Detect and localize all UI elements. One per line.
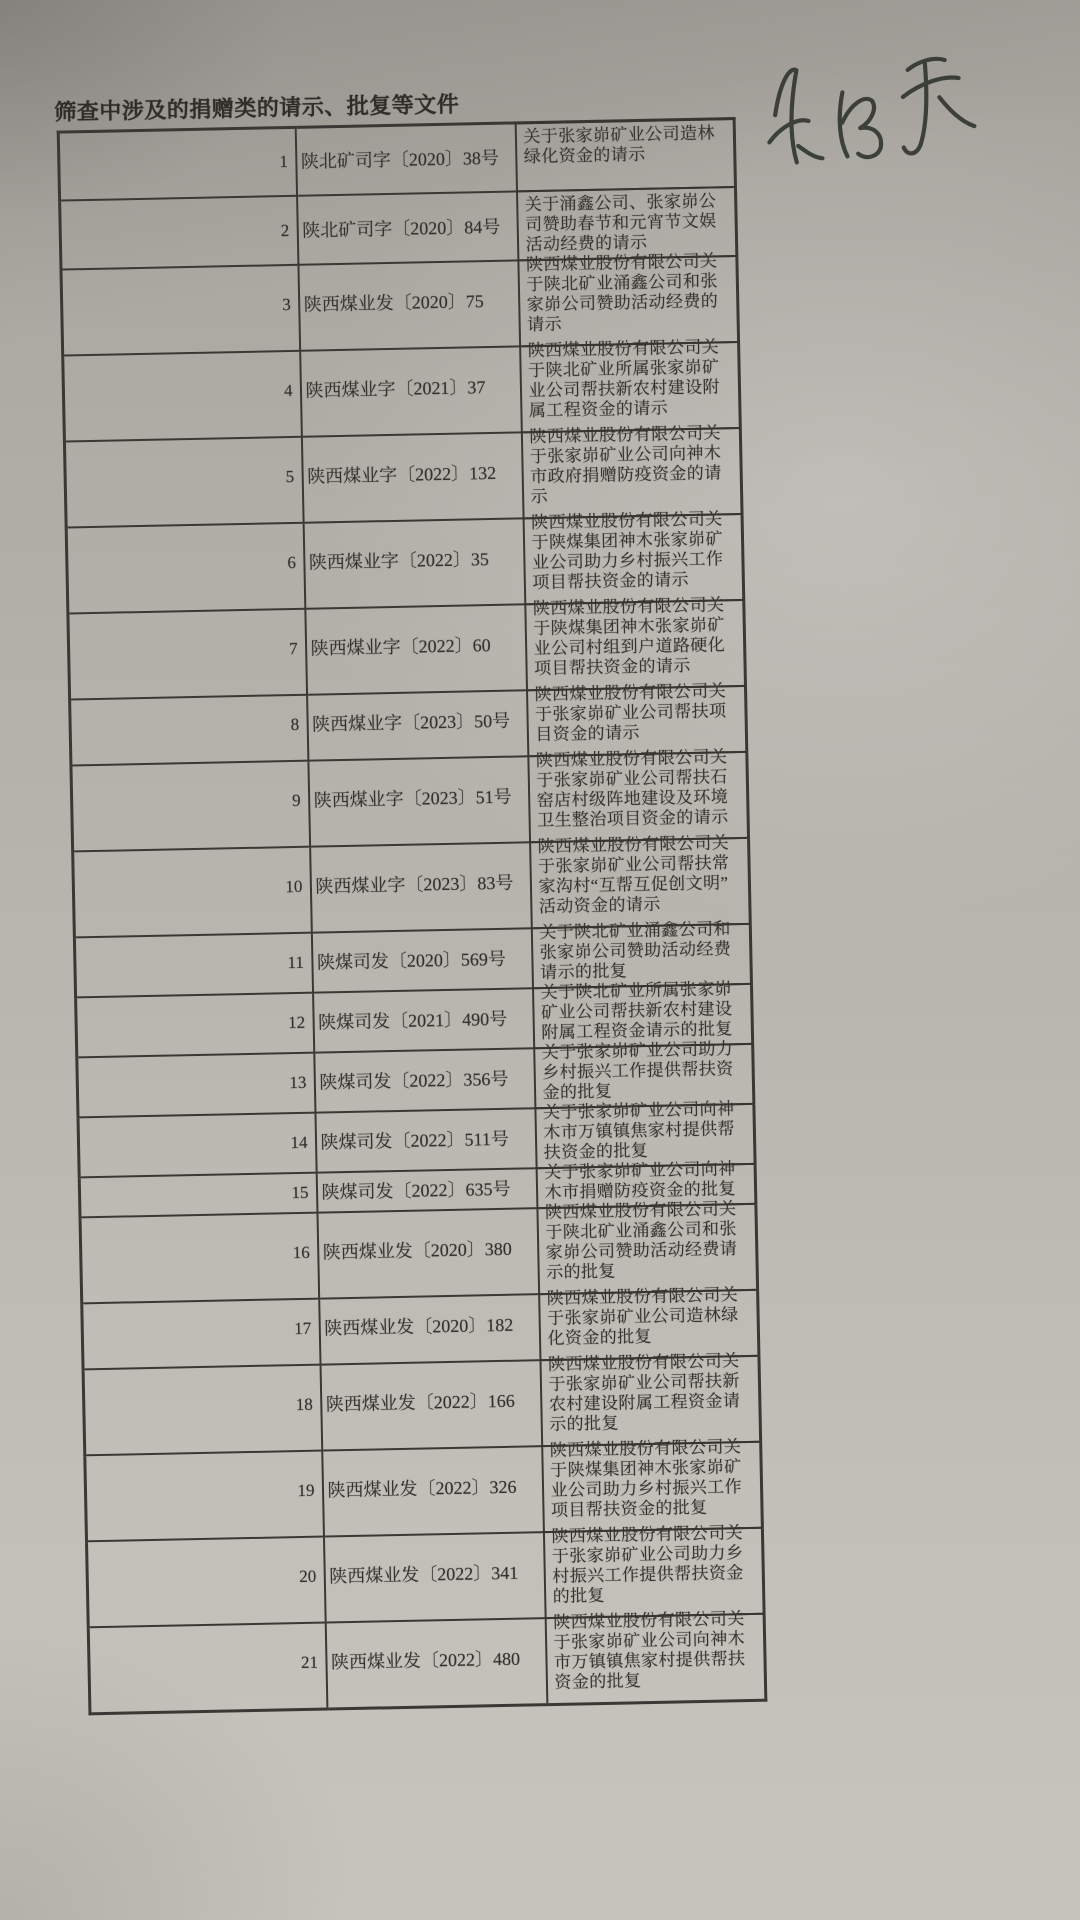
doc-title: 陕西煤业股份有限公司关于陕煤集团神木张家峁矿业公司村组到户道路硬化项目帮扶资金的请示 [532,595,726,679]
doc-number-cell [317,1208,539,1298]
row-number: 15 [291,1182,309,1203]
row-number: 19 [297,1480,315,1501]
doc-title: 陕西煤业股份有限公司关于张家峁矿业公司帮扶项目资金的请示 [534,681,727,745]
index-cell [71,761,310,852]
doc-number-cell [313,988,534,1052]
doc-number: 陕西煤业字〔2023〕50号 [311,710,511,735]
doc-number-cell [325,1618,547,1709]
doc-number-wrap [319,1067,529,1093]
doc-number: 陕西煤业字〔2022〕60 [310,634,491,659]
doc-number-wrap [312,709,522,736]
doc-number-cell [310,842,532,932]
doc-number: 陕西煤业字〔2022〕132 [306,462,497,487]
index-cell [80,1213,319,1304]
doc-number-wrap [317,947,527,973]
row-number: 9 [292,790,301,811]
doc-title-cell [537,1199,758,1294]
doc-title: 陕西煤业股份有限公司关于陕煤集团神木张家峁矿业公司助力乡村振兴工作项目帮扶资金的请示 [530,509,724,593]
doc-number-wrap [327,1475,537,1502]
row-number: 16 [292,1242,310,1263]
row-number: 18 [295,1394,314,1415]
row-number: 5 [285,466,295,487]
doc-title-cell [517,187,737,260]
doc-title-cell [523,509,744,604]
doc-title: 陕西煤业股份有限公司关于陕煤集团神木张家峁矿业公司助力乡村振兴工作项目帮扶资金的批复 [549,1437,743,1520]
doc-number-cell [305,604,527,694]
doc-title: 关于陕北矿业涌鑫公司和张家峁公司赞助活动经费请示的批复 [539,919,732,983]
index-cell [58,127,296,200]
doc-number: 陕煤司发〔2020〕569号 [316,948,507,973]
documents-table [57,117,768,1715]
doc-number: 陕西煤业发〔2020〕75 [303,290,484,315]
index-cell [66,523,305,614]
doc-title: 陕西煤业股份有限公司关于张家峁矿业公司向神木市万镇镇焦家村提供帮扶资金的批复 [553,1609,746,1692]
doc-number-cell [311,928,532,992]
doc-number-cell [319,1294,540,1364]
doc-title-cell [527,681,747,756]
document-sheet [38,82,770,1716]
doc-title: 关于陕北矿业所属张家峁矿业公司帮扶新农村建设附属工程资金请示的批复 [540,979,733,1043]
index-cell [60,196,298,270]
doc-number: 陕西煤业发〔2022〕326 [327,1476,517,1500]
index-cell [83,1365,322,1456]
doc-number-wrap [329,1561,539,1588]
doc-number-wrap [321,1177,531,1203]
row-number: 17 [294,1318,312,1339]
doc-title-cell [543,1523,764,1618]
doc-number: 陕北矿司字〔2020〕84号 [302,216,501,241]
doc-number: 陕西煤业字〔2023〕83号 [315,872,514,897]
doc-number-cell [314,1048,535,1112]
index-cell [87,1537,326,1628]
row-number: 8 [290,714,300,735]
doc-number-cell [295,123,516,196]
doc-number-cell [303,518,525,608]
doc-number: 陕西煤业字〔2023〕51号 [313,786,512,811]
doc-number-wrap [310,633,520,660]
doc-title-cell [540,1351,761,1446]
index-cell [74,933,312,998]
index-cell [76,993,314,1058]
doc-title: 陕西煤业股份有限公司关于陕北矿业涌鑫公司和张家峁公司赞助活动经费请示的批复 [544,1199,738,1283]
doc-number-wrap [324,1313,534,1340]
doc-number-wrap [305,375,515,402]
row-number: 14 [290,1132,308,1153]
doc-number-cell [322,1446,544,1536]
row-number: 11 [287,952,305,973]
index-cell [64,437,303,528]
doc-title: 关于张家峁矿业公司向神木市捐赠防疫资金的批复 [544,1159,737,1203]
doc-number: 陕煤司发〔2022〕511号 [320,1128,510,1153]
row-number: 20 [299,1566,317,1587]
doc-number-cell [316,1168,537,1212]
doc-number: 陕北矿司字〔2020〕38号 [300,147,500,172]
doc-title: 陕西煤业股份有限公司关于张家峁矿业公司向神木市政府捐赠防疫资金的请示 [529,423,722,507]
doc-number: 陕西煤业发〔2020〕182 [324,1314,514,1339]
doc-title-cell [542,1437,763,1532]
index-cell [85,1451,324,1542]
doc-number-wrap [315,871,525,898]
row-number: 2 [280,220,290,240]
doc-title-cell [518,251,739,346]
doc-number-cell [297,191,518,264]
doc-number-wrap [320,1127,530,1153]
doc-number-cell [320,1360,542,1450]
doc-title: 陕西煤业股份有限公司关于张家峁矿业公司帮扶石窑店村级阵地建设及环境卫生整治项目资金的请示 [535,747,729,831]
doc-number: 陕煤司发〔2022〕635号 [321,1178,511,1203]
doc-number-wrap [326,1389,536,1416]
doc-title: 陕西煤业股份有限公司关于张家峁矿业公司助力乡村振兴工作提供帮扶资金的批复 [551,1523,744,1606]
doc-title-cell [528,747,749,842]
index-cell [61,265,300,356]
doc-title-cell [539,1285,759,1360]
doc-number: 陕西煤业发〔2020〕380 [322,1238,512,1263]
doc-title: 关于张家峁矿业公司造林绿化资金的请示 [523,123,715,167]
table-row [88,1614,766,1714]
doc-title-cell [545,1609,766,1705]
doc-title: 关于张家峁矿业公司向神木市万镇镇焦家村提供帮扶资金的批复 [542,1099,735,1163]
row-number: 7 [288,638,298,659]
index-cell [79,1173,317,1218]
row-number: 4 [283,380,293,401]
doc-number-wrap [302,215,512,241]
index-cell [68,609,307,700]
doc-title: 陕西煤业股份有限公司关于张家峁矿业公司造林绿化资金的批复 [546,1285,739,1349]
doc-number-cell [315,1108,536,1172]
doc-number: 陕煤司发〔2021〕490号 [317,1008,508,1033]
doc-number-wrap [309,547,519,574]
index-cell [70,695,308,766]
row-number: 10 [285,876,303,897]
doc-number-cell [308,756,530,846]
doc-number-wrap [313,785,523,812]
doc-title: 关于涌鑫公司、张家峁公司赞助春节和元宵节文娱活动经费的请示 [524,191,717,255]
doc-number-wrap [304,289,514,316]
index-cell [73,847,312,938]
doc-number-cell [300,346,522,436]
index-cell [82,1299,320,1370]
doc-title: 陕西煤业股份有限公司关于张家峁矿业公司帮扶新农村建设附属工程资金请示的批复 [547,1351,741,1435]
doc-title: 陕西煤业股份有限公司关于陕北矿业涌鑫公司和张家峁公司赞助活动经费的请示 [525,251,719,335]
doc-title: 陕西煤业股份有限公司关于张家峁矿业公司帮扶常家沟村“互帮互促创文明”活动资金的请示 [537,833,730,917]
index-cell [78,1113,316,1178]
doc-title-cell [525,595,746,690]
doc-number: 陕西煤业发〔2022〕480 [330,1648,521,1672]
doc-title: 陕西煤业股份有限公司关于陕北矿业所属张家峁矿业公司帮扶新农村建设附属工程资金的请示 [527,337,721,421]
doc-number-cell [298,260,520,350]
doc-number-wrap [318,1007,528,1033]
row-number: 21 [300,1652,319,1673]
doc-number-cell [323,1532,545,1622]
row-number: 3 [282,294,291,315]
doc-title-cell [515,119,735,192]
doc-title-cell [521,423,742,518]
row-number: 13 [289,1072,307,1093]
page-title: 筛查中涉及的捐赠类的请示、批复等文件 [54,91,460,125]
row-number: 12 [287,1012,306,1033]
doc-number-wrap [331,1647,541,1674]
doc-number: 陕西煤业字〔2021〕37 [305,376,486,401]
doc-title-cell [520,337,741,432]
doc-number-cell [301,432,523,522]
doc-title: 关于张家峁矿业公司助力乡村振兴工作提供帮扶资金的批复 [541,1039,734,1103]
doc-number: 陕煤司发〔2022〕356号 [319,1068,509,1093]
row-number: 6 [287,552,297,573]
handwritten-signature [732,19,1012,208]
index-cell [77,1053,315,1118]
row-number: 1 [279,152,289,172]
doc-number-wrap [323,1237,533,1264]
doc-number: 陕西煤业发〔2022〕166 [325,1390,515,1414]
doc-title-cell [530,833,751,928]
doc-number-cell [307,690,528,760]
doc-number: 陕西煤业发〔2022〕341 [329,1562,519,1586]
doc-number-wrap [307,461,517,488]
doc-number: 陕西煤业字〔2022〕35 [308,548,490,573]
index-cell [88,1623,327,1714]
index-cell [63,351,302,442]
doc-number-wrap [300,129,511,191]
